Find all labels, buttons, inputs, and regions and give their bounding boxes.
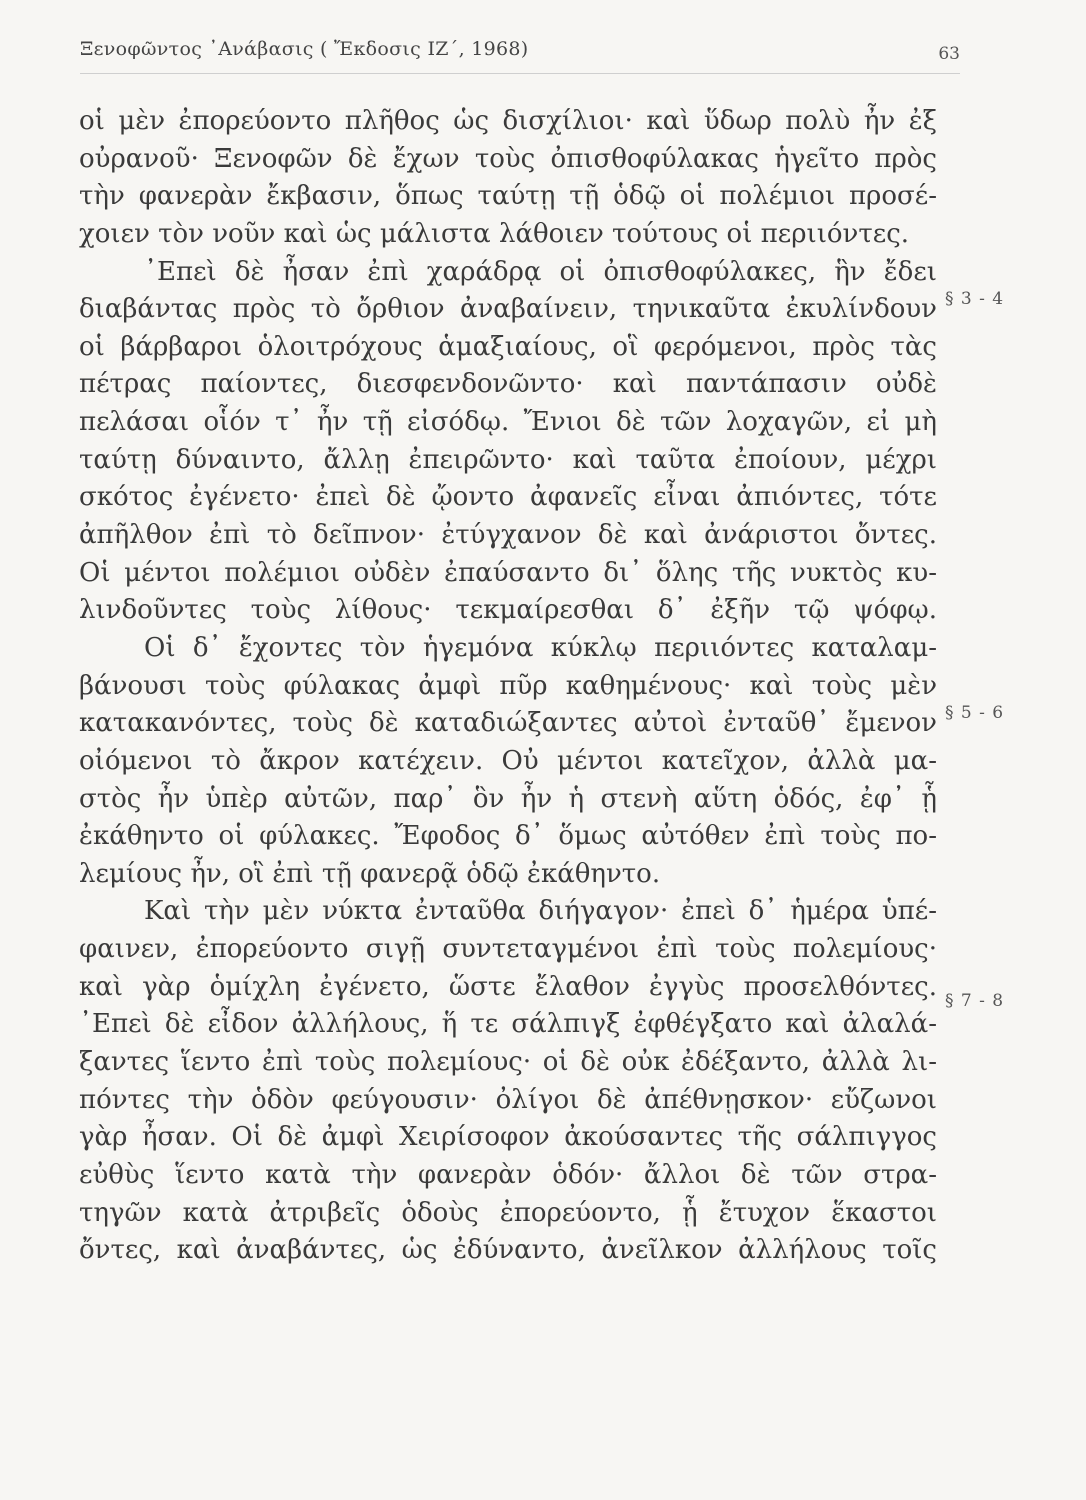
running-header bbox=[80, 36, 960, 80]
text-line: οἱ μὲν ἐπορεύοντο πλῆθος ὡς δισχίλιοι· καὶ ὕδωρ πολὺ ἦν ἐξ bbox=[79, 106, 937, 136]
text-line: γὰρ ἦσαν. Οἱ δὲ ἀμφὶ Χειρίσοφον ἀκούσαντες τῆς σάλπιγγος bbox=[79, 1122, 937, 1153]
text-line: οἰόμενοι τὸ ἄκρον κατέχειν. Οὐ μέντοι κατεῖχον, ἀλλὰ μα- bbox=[79, 745, 937, 776]
text-line: σκότος ἐγένετο· ἐπεὶ δὲ ᾤοντο ἀφανεῖς εἶναι ἀπιόντες, τότε bbox=[79, 482, 937, 513]
text-line: πέτρας παίοντες, διεσφενδονῶντο· καὶ παντάπασιν οὐδὲ bbox=[79, 369, 937, 400]
text-line: χοιεν τὸν νοῦν καὶ ὡς μάλιστα λάθοιεν τούτους οἱ περιιόντες. bbox=[79, 218, 910, 249]
text-line: οὐρανοῦ· Ξενοφῶν δὲ ἔχων τοὺς ὀπισθοφύλακας ἡγεῖτο πρὸς bbox=[79, 143, 937, 174]
text-line: λεμίους ἦν, οἳ ἐπὶ τῇ φανερᾷ ὁδῷ ἐκάθηντο. bbox=[79, 858, 661, 889]
text-line: καὶ γὰρ ὁμίχλη ἐγένετο, ὥστε ἔλαθον ἐγγὺς προσελθόντες. bbox=[79, 971, 937, 1002]
header-rule bbox=[80, 73, 960, 74]
text-line: ᾿Επεὶ δὲ ἦσαν ἐπὶ χαράδρᾳ οἱ ὀπισθοφύλακες, ἣν ἔδει bbox=[144, 256, 937, 287]
page-number: 63 bbox=[938, 44, 960, 64]
text-line: στὸς ἦν ὑπὲρ αὐτῶν, παρ᾿ ὃν ἦν ἡ στενὴ αὕτη ὁδός, ἐφ᾿ ᾗ bbox=[79, 783, 937, 814]
text-line: βάνουσι τοὺς φύλακας ἀμφὶ πῦρ καθημένους· καὶ τοὺς μὲν bbox=[79, 670, 937, 701]
text-line: ταύτῃ δύναιντο, ἄλλῃ ἐπειρῶντο· καὶ ταῦτα ἐποίουν, μέχρι bbox=[79, 444, 937, 475]
text-line: πελάσαι οἷόν τ᾿ ἦν τῇ εἰσόδῳ. Ἔνιοι δὲ τῶν λοχαγῶν, εἰ μὴ bbox=[79, 407, 937, 438]
text-line: ὄντες, καὶ ἀναβάντες, ὡς ἐδύναντο, ἀνεῖλκον ἀλλήλους τοῖς bbox=[79, 1235, 937, 1266]
text-line: ᾿Επεὶ δὲ εἶδον ἀλλήλους, ἥ τε σάλπιγξ ἐφθέγξατο καὶ ἀλαλά- bbox=[79, 1009, 937, 1040]
text-line: τὴν φανερὰν ἔκβασιν, ὅπως ταύτῃ τῇ ὁδῷ οἱ πολέμιοι προσέ- bbox=[79, 181, 937, 212]
text-line: οἱ βάρβαροι ὁλοιτρόχους ἁμαξιαίους, οἳ φερόμενοι, πρὸς τὰς bbox=[79, 331, 937, 362]
text-line: Καὶ τὴν μὲν νύκτα ἐνταῦθα διήγαγον· ἐπεὶ δ᾿ ἡμέρα ὑπέ- bbox=[144, 896, 937, 927]
text-line: ἐκάθηντο οἱ φύλακες. Ἔφοδος δ᾿ ὅμως αὐτόθεν ἐπὶ τοὺς πο- bbox=[79, 821, 937, 852]
text-line: διαβάντας πρὸς τὸ ὄρθιον ἀναβαίνειν, τηνικαῦτα ἐκυλίνδουν bbox=[79, 294, 937, 325]
margin-note-section-3-4: § 3 - 4 bbox=[945, 289, 1005, 309]
text-line: πόντες τὴν ὁδὸν φεύγουσιν· ὀλίγοι δὲ ἀπέθνῃσκον· εὔζωνοι bbox=[79, 1084, 937, 1115]
text-line: κατακανόντες, τοὺς δὲ καταδιώξαντες αὐτοὶ ἐνταῦθ᾿ ἔμενον bbox=[79, 708, 937, 739]
text-line: Οἱ μέντοι πολέμιοι οὐδὲν ἐπαύσαντο δι᾿ ὅλης τῆς νυκτὸς κυ- bbox=[79, 557, 937, 588]
text-line: λινδοῦντες τοὺς λίθους· τεκμαίρεσθαι δ᾿ ἐξῆν τῷ ψόφῳ. bbox=[79, 595, 937, 626]
header-title: Ξενοφῶντος ᾿Ανάβασις ( Ἔκδοσις ΙΖ΄, 1968) bbox=[80, 38, 529, 60]
margin-note-section-7-8: § 7 - 8 bbox=[945, 991, 1005, 1011]
text-line: τηγῶν κατὰ ἀτριβεῖς ὁδοὺς ἐπορεύοντο, ᾗ ἔτυχον ἕκαστοι bbox=[79, 1197, 937, 1228]
text-line: ἀπῆλθον ἐπὶ τὸ δεῖπνον· ἐτύγχανον δὲ καὶ ἀνάριστοι ὄντες. bbox=[79, 520, 937, 551]
text-line: ξαντες ἵεντο ἐπὶ τοὺς πολεμίους· οἱ δὲ οὐκ ἐδέξαντο, ἀλλὰ λι- bbox=[79, 1047, 937, 1078]
text-line: φαινεν, ἐπορεύοντο σιγῇ συντεταγμένοι ἐπὶ τοὺς πολεμίους· bbox=[79, 934, 937, 965]
text-line: Οἱ δ᾿ ἔχοντες τὸν ἡγεμόνα κύκλῳ περιιόντες καταλαμ- bbox=[144, 632, 937, 663]
text-line: εὐθὺς ἵεντο κατὰ τὴν φανερὰν ὁδόν· ἄλλοι δὲ τῶν στρα- bbox=[79, 1159, 937, 1190]
body-text bbox=[79, 103, 937, 1270]
margin-note-section-5-6: § 5 - 6 bbox=[945, 703, 1005, 723]
